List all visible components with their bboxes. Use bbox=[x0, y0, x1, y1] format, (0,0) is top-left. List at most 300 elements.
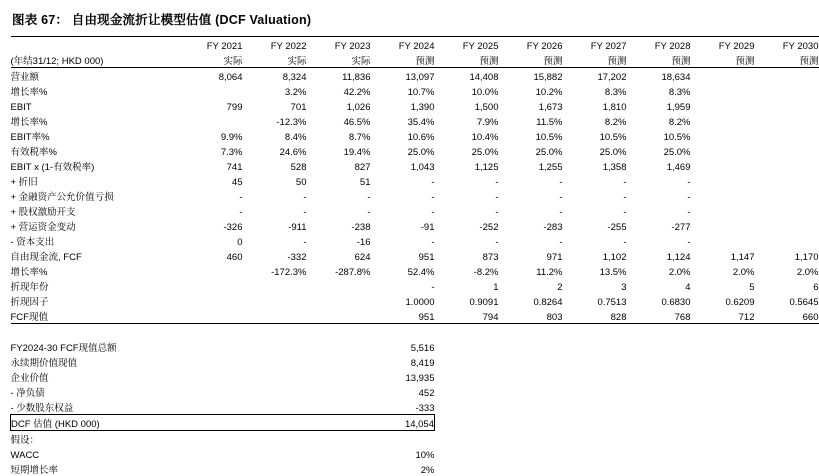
cell-r13-c0 bbox=[179, 263, 243, 278]
cell-r9-c8 bbox=[691, 203, 755, 218]
assumptions-label: 假设： bbox=[11, 431, 179, 447]
cell-r12-c6: 1,102 bbox=[563, 248, 627, 263]
cell-r4-c8 bbox=[691, 128, 755, 143]
cell-r10-c2: -238 bbox=[307, 218, 371, 233]
cell-r16-c7: 768 bbox=[627, 308, 691, 324]
summary-value-3-c5 bbox=[499, 384, 563, 399]
summary-value-3-c8 bbox=[691, 384, 755, 399]
column-header-sub-8: 预测 bbox=[691, 52, 755, 68]
summary-value-1-c0 bbox=[179, 354, 243, 369]
column-header-sub-1: 实际 bbox=[243, 52, 307, 68]
cell-r3-c3: 35.4% bbox=[371, 113, 435, 128]
cell-r11-c6: - bbox=[563, 233, 627, 248]
cell-r12-c7: 1,124 bbox=[627, 248, 691, 263]
table-row bbox=[11, 248, 819, 263]
assumption-value-1-c6 bbox=[563, 461, 627, 476]
cell-r6-c7: 1,469 bbox=[627, 158, 691, 173]
dcf-result-value-c9 bbox=[755, 415, 819, 431]
cell-r14-c1 bbox=[243, 278, 307, 293]
cell-r8-c5: - bbox=[499, 188, 563, 203]
row-spacer bbox=[11, 324, 819, 340]
cell-r2-c3: 1,390 bbox=[371, 98, 435, 113]
summary-row bbox=[11, 354, 819, 369]
cell-r1-c6: 8.3% bbox=[563, 83, 627, 98]
assumption-row bbox=[11, 461, 819, 476]
header-corner bbox=[11, 37, 179, 53]
cell-r9-c0: - bbox=[179, 203, 243, 218]
table-row bbox=[11, 293, 819, 308]
cell-r5-c8 bbox=[691, 143, 755, 158]
summary-value-1-c3: 8,419 bbox=[371, 354, 435, 369]
cell-r5-c1: 24.6% bbox=[243, 143, 307, 158]
cell-r3-c7: 8.2% bbox=[627, 113, 691, 128]
cell-r8-c7: - bbox=[627, 188, 691, 203]
table-row bbox=[11, 203, 819, 218]
cell-r16-c1 bbox=[243, 308, 307, 324]
summary-row bbox=[11, 369, 819, 384]
cell-r2-c9 bbox=[755, 98, 819, 113]
cell-r13-c2: -287.8% bbox=[307, 263, 371, 278]
cell-r8-c9 bbox=[755, 188, 819, 203]
cell-r12-c3: 951 bbox=[371, 248, 435, 263]
cell-r14-c5: 2 bbox=[499, 278, 563, 293]
column-header-year-9: FY 2030 bbox=[755, 37, 819, 53]
cell-r13-c5: 11.2% bbox=[499, 263, 563, 278]
cell-r16-c3: 951 bbox=[371, 308, 435, 324]
column-header-sub-9: 预测 bbox=[755, 52, 819, 68]
cell-r16-c4: 794 bbox=[435, 308, 499, 324]
summary-value-0-c9 bbox=[755, 339, 819, 354]
cell-r2-c7: 1,959 bbox=[627, 98, 691, 113]
summary-value-0-c2 bbox=[307, 339, 371, 354]
cell-r11-c5: - bbox=[499, 233, 563, 248]
cell-r4-c6: 10.5% bbox=[563, 128, 627, 143]
cell-r0-c6: 17,202 bbox=[563, 68, 627, 84]
assumption-value-0-c7 bbox=[627, 446, 691, 461]
summary-value-2-c8 bbox=[691, 369, 755, 384]
column-header-year-4: FY 2025 bbox=[435, 37, 499, 53]
summary-value-1-c4 bbox=[435, 354, 499, 369]
cell-r15-c4: 0.9091 bbox=[435, 293, 499, 308]
cell-r15-c8: 0.6209 bbox=[691, 293, 755, 308]
cell-r0-c0: 8,064 bbox=[179, 68, 243, 84]
cell-r4-c4: 10.4% bbox=[435, 128, 499, 143]
dcf-result-value-c4 bbox=[435, 415, 499, 431]
assumption-value-1-c7 bbox=[627, 461, 691, 476]
summary-label-2: 企业价值 bbox=[11, 369, 179, 384]
cell-r5-c2: 19.4% bbox=[307, 143, 371, 158]
cell-r16-c9: 660 bbox=[755, 308, 819, 324]
summary-value-4-c2 bbox=[307, 399, 371, 415]
summary-value-3-c6 bbox=[563, 384, 627, 399]
dcf-result-row bbox=[11, 415, 819, 431]
summary-value-2-c1 bbox=[243, 369, 307, 384]
cell-r1-c0 bbox=[179, 83, 243, 98]
row-label: 自由现金流, FCF bbox=[11, 248, 179, 263]
summary-value-0-c1 bbox=[243, 339, 307, 354]
cell-r15-c5: 0.8264 bbox=[499, 293, 563, 308]
cell-r6-c6: 1,358 bbox=[563, 158, 627, 173]
assumptions-header-c6 bbox=[563, 431, 627, 447]
cell-r11-c7: - bbox=[627, 233, 691, 248]
cell-r15-c7: 0.6830 bbox=[627, 293, 691, 308]
cell-r6-c1: 528 bbox=[243, 158, 307, 173]
summary-value-4-c6 bbox=[563, 399, 627, 415]
dcf-result-value-c6 bbox=[563, 415, 627, 431]
cell-r5-c0: 7.3% bbox=[179, 143, 243, 158]
assumption-value-0-c2 bbox=[307, 446, 371, 461]
cell-r1-c4: 10.0% bbox=[435, 83, 499, 98]
cell-r4-c5: 10.5% bbox=[499, 128, 563, 143]
table-row bbox=[11, 218, 819, 233]
cell-r0-c7: 18,634 bbox=[627, 68, 691, 84]
column-header-sub-6: 预测 bbox=[563, 52, 627, 68]
summary-value-4-c3: -333 bbox=[371, 399, 435, 415]
summary-value-4-c7 bbox=[627, 399, 691, 415]
summary-label-3: - 净负债 bbox=[11, 384, 179, 399]
cell-r1-c8 bbox=[691, 83, 755, 98]
cell-r12-c5: 971 bbox=[499, 248, 563, 263]
summary-value-1-c7 bbox=[627, 354, 691, 369]
cell-r4-c0: 9.9% bbox=[179, 128, 243, 143]
cell-r9-c1: - bbox=[243, 203, 307, 218]
cell-r7-c2: 51 bbox=[307, 173, 371, 188]
column-header-sub-2: 实际 bbox=[307, 52, 371, 68]
column-header-sub-5: 预测 bbox=[499, 52, 563, 68]
column-header-sub-4: 预测 bbox=[435, 52, 499, 68]
cell-r16-c8: 712 bbox=[691, 308, 755, 324]
row-label: - 资本支出 bbox=[11, 233, 179, 248]
cell-r10-c6: -255 bbox=[563, 218, 627, 233]
assumption-row bbox=[11, 446, 819, 461]
cell-r8-c4: - bbox=[435, 188, 499, 203]
assumption-value-1-c5 bbox=[499, 461, 563, 476]
summary-value-0-c5 bbox=[499, 339, 563, 354]
table-row bbox=[11, 263, 819, 278]
table-row bbox=[11, 83, 819, 98]
column-header-year-2: FY 2023 bbox=[307, 37, 371, 53]
row-label: 营业额 bbox=[11, 68, 179, 84]
table-row bbox=[11, 128, 819, 143]
cell-r12-c1: -332 bbox=[243, 248, 307, 263]
cell-r9-c2: - bbox=[307, 203, 371, 218]
cell-r1-c3: 10.7% bbox=[371, 83, 435, 98]
cell-r1-c1: 3.2% bbox=[243, 83, 307, 98]
cell-r0-c4: 14,408 bbox=[435, 68, 499, 84]
summary-value-0-c0 bbox=[179, 339, 243, 354]
assumption-value-0-c6 bbox=[563, 446, 627, 461]
summary-row bbox=[11, 399, 819, 415]
cell-r3-c5: 11.5% bbox=[499, 113, 563, 128]
cell-r2-c0: 799 bbox=[179, 98, 243, 113]
summary-value-0-c4 bbox=[435, 339, 499, 354]
cell-r16-c0 bbox=[179, 308, 243, 324]
cell-r5-c5: 25.0% bbox=[499, 143, 563, 158]
cell-r6-c9 bbox=[755, 158, 819, 173]
summary-value-4-c1 bbox=[243, 399, 307, 415]
cell-r3-c2: 46.5% bbox=[307, 113, 371, 128]
cell-r12-c2: 624 bbox=[307, 248, 371, 263]
cell-r10-c8 bbox=[691, 218, 755, 233]
cell-r1-c9 bbox=[755, 83, 819, 98]
assumptions-header-c1 bbox=[243, 431, 307, 447]
column-header-sub-3: 预测 bbox=[371, 52, 435, 68]
assumptions-header-c9 bbox=[755, 431, 819, 447]
table-row bbox=[11, 98, 819, 113]
row-label: 折现年份 bbox=[11, 278, 179, 293]
row-label: EBIT率% bbox=[11, 128, 179, 143]
assumption-value-0-c4 bbox=[435, 446, 499, 461]
cell-r7-c6: - bbox=[563, 173, 627, 188]
unit-label: (年结31/12; HKD 000) bbox=[11, 52, 179, 68]
cell-r15-c0 bbox=[179, 293, 243, 308]
assumption-value-0-c5 bbox=[499, 446, 563, 461]
cell-r6-c5: 1,255 bbox=[499, 158, 563, 173]
cell-r5-c3: 25.0% bbox=[371, 143, 435, 158]
cell-r15-c2 bbox=[307, 293, 371, 308]
summary-value-1-c2 bbox=[307, 354, 371, 369]
cell-r16-c2 bbox=[307, 308, 371, 324]
cell-r12-c8: 1,147 bbox=[691, 248, 755, 263]
cell-r13-c7: 2.0% bbox=[627, 263, 691, 278]
cell-r2-c4: 1,500 bbox=[435, 98, 499, 113]
table-row bbox=[11, 308, 819, 324]
summary-value-0-c8 bbox=[691, 339, 755, 354]
cell-r7-c9 bbox=[755, 173, 819, 188]
cell-r8-c2: - bbox=[307, 188, 371, 203]
assumption-value-0-c3: 10% bbox=[371, 446, 435, 461]
assumption-value-0-c9 bbox=[755, 446, 819, 461]
cell-r0-c2: 11,836 bbox=[307, 68, 371, 84]
summary-value-2-c6 bbox=[563, 369, 627, 384]
summary-value-4-c5 bbox=[499, 399, 563, 415]
cell-r13-c8: 2.0% bbox=[691, 263, 755, 278]
table-header-years bbox=[11, 37, 819, 53]
dcf-table bbox=[10, 36, 819, 476]
summary-label-0: FY2024-30 FCF现值总额 bbox=[11, 339, 179, 354]
column-header-sub-0: 实际 bbox=[179, 52, 243, 68]
cell-r3-c8 bbox=[691, 113, 755, 128]
cell-r3-c9 bbox=[755, 113, 819, 128]
cell-r13-c3: 52.4% bbox=[371, 263, 435, 278]
dcf-result-value-c0 bbox=[179, 415, 243, 431]
cell-r0-c5: 15,882 bbox=[499, 68, 563, 84]
cell-r9-c7: - bbox=[627, 203, 691, 218]
cell-r4-c2: 8.7% bbox=[307, 128, 371, 143]
cell-r10-c3: -91 bbox=[371, 218, 435, 233]
summary-value-1-c9 bbox=[755, 354, 819, 369]
cell-r12-c0: 460 bbox=[179, 248, 243, 263]
cell-r2-c8 bbox=[691, 98, 755, 113]
cell-r3-c1: -12.3% bbox=[243, 113, 307, 128]
cell-r5-c4: 25.0% bbox=[435, 143, 499, 158]
assumption-value-1-c4 bbox=[435, 461, 499, 476]
cell-r9-c3: - bbox=[371, 203, 435, 218]
row-label: + 金融资产公允价值亏损 bbox=[11, 188, 179, 203]
cell-r11-c1: - bbox=[243, 233, 307, 248]
column-header-year-8: FY 2029 bbox=[691, 37, 755, 53]
assumption-value-1-c3: 2% bbox=[371, 461, 435, 476]
figure-title: 图表 67： 自由现金流折让模型估值 (DCF Valuation) bbox=[12, 10, 693, 28]
cell-r7-c4: - bbox=[435, 173, 499, 188]
assumption-value-1-c1 bbox=[243, 461, 307, 476]
row-label: + 折旧 bbox=[11, 173, 179, 188]
assumptions-header-c5 bbox=[499, 431, 563, 447]
dcf-result-value-c5 bbox=[499, 415, 563, 431]
cell-r13-c1: -172.3% bbox=[243, 263, 307, 278]
summary-value-2-c7 bbox=[627, 369, 691, 384]
cell-r9-c6: - bbox=[563, 203, 627, 218]
row-label: + 股权激励开支 bbox=[11, 203, 179, 218]
cell-r16-c6: 828 bbox=[563, 308, 627, 324]
cell-r6-c0: 741 bbox=[179, 158, 243, 173]
cell-r4-c1: 8.4% bbox=[243, 128, 307, 143]
cell-r14-c0 bbox=[179, 278, 243, 293]
cell-r13-c9: 2.0% bbox=[755, 263, 819, 278]
cell-r8-c3: - bbox=[371, 188, 435, 203]
assumption-value-0-c1 bbox=[243, 446, 307, 461]
cell-r2-c5: 1,673 bbox=[499, 98, 563, 113]
summary-value-0-c6 bbox=[563, 339, 627, 354]
column-header-year-3: FY 2024 bbox=[371, 37, 435, 53]
assumptions-header-c4 bbox=[435, 431, 499, 447]
column-header-year-6: FY 2027 bbox=[563, 37, 627, 53]
cell-r4-c9 bbox=[755, 128, 819, 143]
cell-r0-c3: 13,097 bbox=[371, 68, 435, 84]
cell-r14-c9: 6 bbox=[755, 278, 819, 293]
cell-r10-c5: -283 bbox=[499, 218, 563, 233]
assumption-value-1-c9 bbox=[755, 461, 819, 476]
row-label: 折现因子 bbox=[11, 293, 179, 308]
table-row bbox=[11, 68, 819, 84]
dcf-result-value-c7 bbox=[627, 415, 691, 431]
cell-r8-c8 bbox=[691, 188, 755, 203]
table-row bbox=[11, 173, 819, 188]
table-row bbox=[11, 188, 819, 203]
table-row bbox=[11, 113, 819, 128]
cell-r1-c5: 10.2% bbox=[499, 83, 563, 98]
summary-value-1-c6 bbox=[563, 354, 627, 369]
summary-value-4-c8 bbox=[691, 399, 755, 415]
dcf-result-value-c2 bbox=[307, 415, 371, 431]
cell-r14-c7: 4 bbox=[627, 278, 691, 293]
summary-value-4-c4 bbox=[435, 399, 499, 415]
cell-r1-c7: 8.3% bbox=[627, 83, 691, 98]
column-header-year-7: FY 2028 bbox=[627, 37, 691, 53]
cell-r10-c0: -326 bbox=[179, 218, 243, 233]
assumptions-header-c7 bbox=[627, 431, 691, 447]
cell-r7-c1: 50 bbox=[243, 173, 307, 188]
summary-value-3-c4 bbox=[435, 384, 499, 399]
assumption-label-0: WACC bbox=[11, 446, 179, 461]
cell-r15-c9: 0.5645 bbox=[755, 293, 819, 308]
cell-r1-c2: 42.2% bbox=[307, 83, 371, 98]
cell-r14-c6: 3 bbox=[563, 278, 627, 293]
cell-r8-c1: - bbox=[243, 188, 307, 203]
summary-value-2-c3: 13,935 bbox=[371, 369, 435, 384]
summary-value-3-c0 bbox=[179, 384, 243, 399]
dcf-result-value-c1 bbox=[243, 415, 307, 431]
cell-r7-c8 bbox=[691, 173, 755, 188]
cell-r15-c1 bbox=[243, 293, 307, 308]
cell-r7-c7: - bbox=[627, 173, 691, 188]
row-label: 增长率% bbox=[11, 83, 179, 98]
cell-r11-c3: - bbox=[371, 233, 435, 248]
column-header-year-1: FY 2022 bbox=[243, 37, 307, 53]
cell-r14-c8: 5 bbox=[691, 278, 755, 293]
table-row bbox=[11, 143, 819, 158]
row-label: FCF现值 bbox=[11, 308, 179, 324]
cell-r3-c6: 8.2% bbox=[563, 113, 627, 128]
cell-r16-c5: 803 bbox=[499, 308, 563, 324]
cell-r5-c7: 25.0% bbox=[627, 143, 691, 158]
summary-value-2-c5 bbox=[499, 369, 563, 384]
cell-r7-c0: 45 bbox=[179, 173, 243, 188]
cell-r7-c3: - bbox=[371, 173, 435, 188]
cell-r0-c9 bbox=[755, 68, 819, 84]
cell-r11-c0: 0 bbox=[179, 233, 243, 248]
cell-r6-c4: 1,125 bbox=[435, 158, 499, 173]
table-header-sub bbox=[11, 52, 819, 68]
summary-value-3-c1 bbox=[243, 384, 307, 399]
dcf-table-body bbox=[11, 37, 819, 476]
row-label: EBIT x (1-有效税率) bbox=[11, 158, 179, 173]
summary-label-4: - 少数股东权益 bbox=[11, 399, 179, 415]
summary-row bbox=[11, 384, 819, 399]
cell-r4-c3: 10.6% bbox=[371, 128, 435, 143]
cell-r2-c1: 701 bbox=[243, 98, 307, 113]
cell-r6-c8 bbox=[691, 158, 755, 173]
cell-r7-c5: - bbox=[499, 173, 563, 188]
cell-r6-c3: 1,043 bbox=[371, 158, 435, 173]
cell-r9-c9 bbox=[755, 203, 819, 218]
summary-value-1-c1 bbox=[243, 354, 307, 369]
summary-label-1: 永续期价值现值 bbox=[11, 354, 179, 369]
cell-r10-c7: -277 bbox=[627, 218, 691, 233]
assumption-value-1-c8 bbox=[691, 461, 755, 476]
cell-r11-c2: -16 bbox=[307, 233, 371, 248]
cell-r15-c6: 0.7513 bbox=[563, 293, 627, 308]
cell-r10-c4: -252 bbox=[435, 218, 499, 233]
row-label: 增长率% bbox=[11, 113, 179, 128]
summary-value-0-c7 bbox=[627, 339, 691, 354]
cell-r12-c4: 873 bbox=[435, 248, 499, 263]
summary-value-2-c4 bbox=[435, 369, 499, 384]
assumptions-header-c8 bbox=[691, 431, 755, 447]
cell-r9-c4: - bbox=[435, 203, 499, 218]
summary-value-3-c7 bbox=[627, 384, 691, 399]
dcf-result-value-c8 bbox=[691, 415, 755, 431]
summary-value-2-c9 bbox=[755, 369, 819, 384]
summary-value-2-c2 bbox=[307, 369, 371, 384]
cell-r15-c3: 1.0000 bbox=[371, 293, 435, 308]
assumption-value-1-c2 bbox=[307, 461, 371, 476]
cell-r4-c7: 10.5% bbox=[627, 128, 691, 143]
summary-value-4-c9 bbox=[755, 399, 819, 415]
assumptions-header-c2 bbox=[307, 431, 371, 447]
assumptions-header-c0 bbox=[179, 431, 243, 447]
assumption-value-0-c8 bbox=[691, 446, 755, 461]
row-label: 有效税率% bbox=[11, 143, 179, 158]
column-header-year-5: FY 2026 bbox=[499, 37, 563, 53]
cell-r13-c4: -8.2% bbox=[435, 263, 499, 278]
summary-value-2-c0 bbox=[179, 369, 243, 384]
assumption-value-0-c0 bbox=[179, 446, 243, 461]
cell-r5-c6: 25.0% bbox=[563, 143, 627, 158]
cell-r6-c2: 827 bbox=[307, 158, 371, 173]
cell-r8-c0: - bbox=[179, 188, 243, 203]
summary-value-3-c2 bbox=[307, 384, 371, 399]
